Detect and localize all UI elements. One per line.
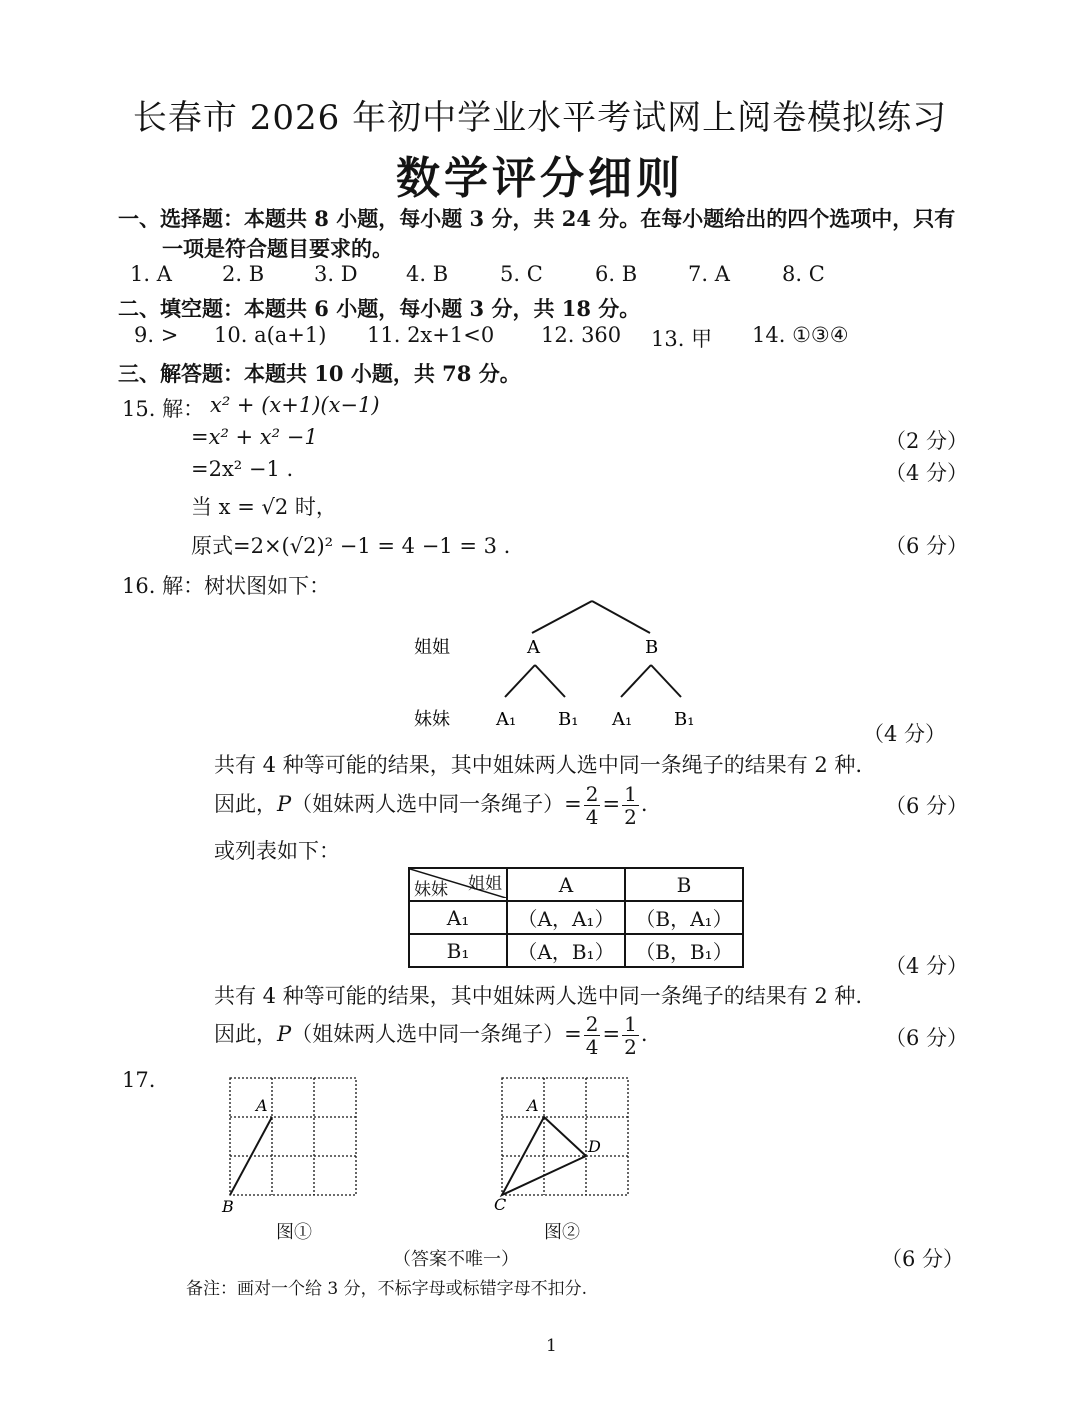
point-label: B	[222, 1197, 234, 1215]
tree-node: B₁	[558, 709, 579, 730]
mc-answer: 4. B	[406, 262, 449, 286]
page-title: 长春市 2026 年初中学业水平考试网上阅卷模拟练习	[132, 98, 948, 138]
tree-branch	[651, 665, 681, 697]
q16-label: 16. 解：树状图如下：	[122, 574, 331, 598]
q16-probability	[214, 782, 648, 828]
tree-branch	[592, 601, 650, 633]
q16-table-intro: 或列表如下：	[214, 839, 340, 863]
fill-answer: 10. a(a+1)	[214, 323, 327, 347]
q15-step1: =x² + x² −1	[191, 425, 318, 449]
mc-answer: 7. A	[688, 262, 730, 286]
table-cell: （B，A₁）	[625, 901, 743, 934]
point-label: C	[494, 1195, 507, 1214]
score-mark: （6 分）	[884, 534, 968, 558]
score-mark: （4 分）	[884, 954, 968, 978]
fraction-denominator: 4	[585, 1035, 599, 1059]
fraction-numerator: 1	[624, 782, 637, 806]
mc-answer: 8. C	[782, 262, 825, 286]
section2-heading: 二、填空题：本题共 6 小题，每小题 3 分，共 18 分。	[118, 296, 641, 321]
fraction-denominator: 2	[624, 805, 637, 829]
mc-answer: 2. B	[222, 262, 265, 286]
section1-heading: 一、选择题：本题共 8 小题，每小题 3 分，共 24 分。在每小题给出的四个选项中，只有	[118, 206, 956, 231]
fraction-numerator: 2	[585, 782, 599, 806]
tree-node: A₁	[612, 709, 633, 730]
point-label: A	[256, 1096, 268, 1115]
table-row-header: B₁	[409, 934, 507, 967]
q15-result: 原式=2×(√2)² −1 = 4 −1 = 3 .	[191, 534, 511, 558]
period: .	[640, 792, 648, 816]
page-number: 1	[546, 1336, 557, 1356]
fraction	[622, 783, 639, 828]
tree-node: A₁	[496, 709, 517, 730]
note-not-unique: （答案不唯一）	[393, 1249, 519, 1270]
fraction	[622, 1013, 639, 1058]
fraction	[584, 783, 601, 828]
mc-answer: 3. D	[314, 262, 358, 286]
table-cell: （A，A₁）	[507, 901, 625, 934]
fill-answer: 9. >	[134, 323, 179, 347]
prob-symbol: P	[277, 792, 292, 816]
remark: 备注：画对一个给 3 分，不标字母或标错字母不扣分.	[186, 1279, 588, 1299]
mc-answer: 6. B	[595, 262, 638, 286]
equals-sign: =	[602, 1022, 621, 1046]
tree-diagram	[400, 595, 720, 740]
fill-answer: 14. ①③④	[752, 323, 849, 347]
fill-answer: 11. 2x+1<0	[367, 323, 495, 347]
q16-result-text: 共有 4 种等可能的结果，其中姐妹两人选中同一条绳子的结果有 2 种.	[214, 753, 863, 777]
prob-symbol: P	[277, 1022, 292, 1046]
q16-result-text: 共有 4 种等可能的结果，其中姐妹两人选中同一条绳子的结果有 2 种.	[214, 984, 863, 1008]
score-mark: （6 分）	[884, 1026, 968, 1050]
tree-branch	[621, 665, 651, 697]
prob-prefix: 因此，	[214, 792, 277, 816]
q16-probability	[214, 1012, 648, 1058]
fraction-numerator: 1	[624, 1012, 637, 1036]
tree-node: B₁	[674, 709, 695, 730]
prob-prefix: 因此，	[214, 1022, 277, 1046]
point-label: D	[588, 1137, 601, 1156]
q15-step2: =2x² −1 .	[191, 457, 294, 481]
fill-answer: 12. 360	[541, 323, 622, 347]
corner-label-bottom: 妹妹	[414, 880, 448, 900]
q15-label: 15. 解：	[122, 397, 205, 421]
tree-row-label: 姐姐	[414, 637, 450, 658]
tree-branch	[535, 665, 565, 697]
mc-answer: 5. C	[500, 262, 543, 286]
outcome-table	[408, 867, 744, 968]
table-row	[409, 934, 743, 967]
table-cell: （A，B₁）	[507, 934, 625, 967]
tree-branch	[505, 665, 535, 697]
score-mark: （2 分）	[884, 429, 968, 453]
page-subtitle: 数学评分细则	[396, 153, 684, 204]
tree-node: A	[527, 637, 540, 658]
grid-lines	[230, 1078, 356, 1195]
tree-branch	[532, 601, 592, 633]
score-mark: （4 分）	[862, 722, 946, 746]
table-row-header: A₁	[409, 901, 507, 934]
segment-ab	[230, 1117, 272, 1195]
prob-event: （姐妹两人选中同一条绳子）=	[291, 792, 582, 816]
corner-label-top: 姐姐	[468, 874, 502, 894]
fraction-denominator: 4	[585, 805, 599, 829]
table-cell: （B，B₁）	[625, 934, 743, 967]
score-mark: （6 分）	[880, 1247, 964, 1271]
table-row	[409, 901, 743, 934]
table-corner-cell	[409, 868, 507, 901]
section1-heading-cont: 一项是符合题目要求的。	[162, 236, 393, 261]
fraction-denominator: 2	[624, 1035, 637, 1059]
score-mark: （4 分）	[884, 461, 968, 485]
fill-answer: 13. 甲	[651, 327, 713, 351]
q17-label: 17.	[122, 1068, 156, 1092]
figure-2	[490, 1070, 640, 1215]
figure-2-caption: 图②	[544, 1222, 580, 1243]
equals-sign: =	[602, 792, 621, 816]
fraction-numerator: 2	[585, 1012, 599, 1036]
q15-substitution: 当 x = √2 时，	[191, 495, 337, 519]
q15-expression: x² + (x+1)(x−1)	[210, 393, 380, 417]
mc-answer: 1. A	[130, 262, 172, 286]
point-label: A	[527, 1096, 539, 1115]
figure-1	[218, 1070, 368, 1215]
fraction	[584, 1013, 601, 1058]
score-mark: （6 分）	[884, 794, 968, 818]
prob-event: （姐妹两人选中同一条绳子）=	[291, 1022, 582, 1046]
table-col-header: A	[507, 868, 625, 901]
tree-row-label: 妹妹	[414, 709, 450, 730]
period: .	[640, 1022, 648, 1046]
tree-node: B	[645, 637, 659, 658]
section3-heading: 三、解答题：本题共 10 小题，共 78 分。	[118, 361, 521, 386]
table-col-header: B	[625, 868, 743, 901]
figure-1-caption: 图①	[276, 1222, 312, 1243]
